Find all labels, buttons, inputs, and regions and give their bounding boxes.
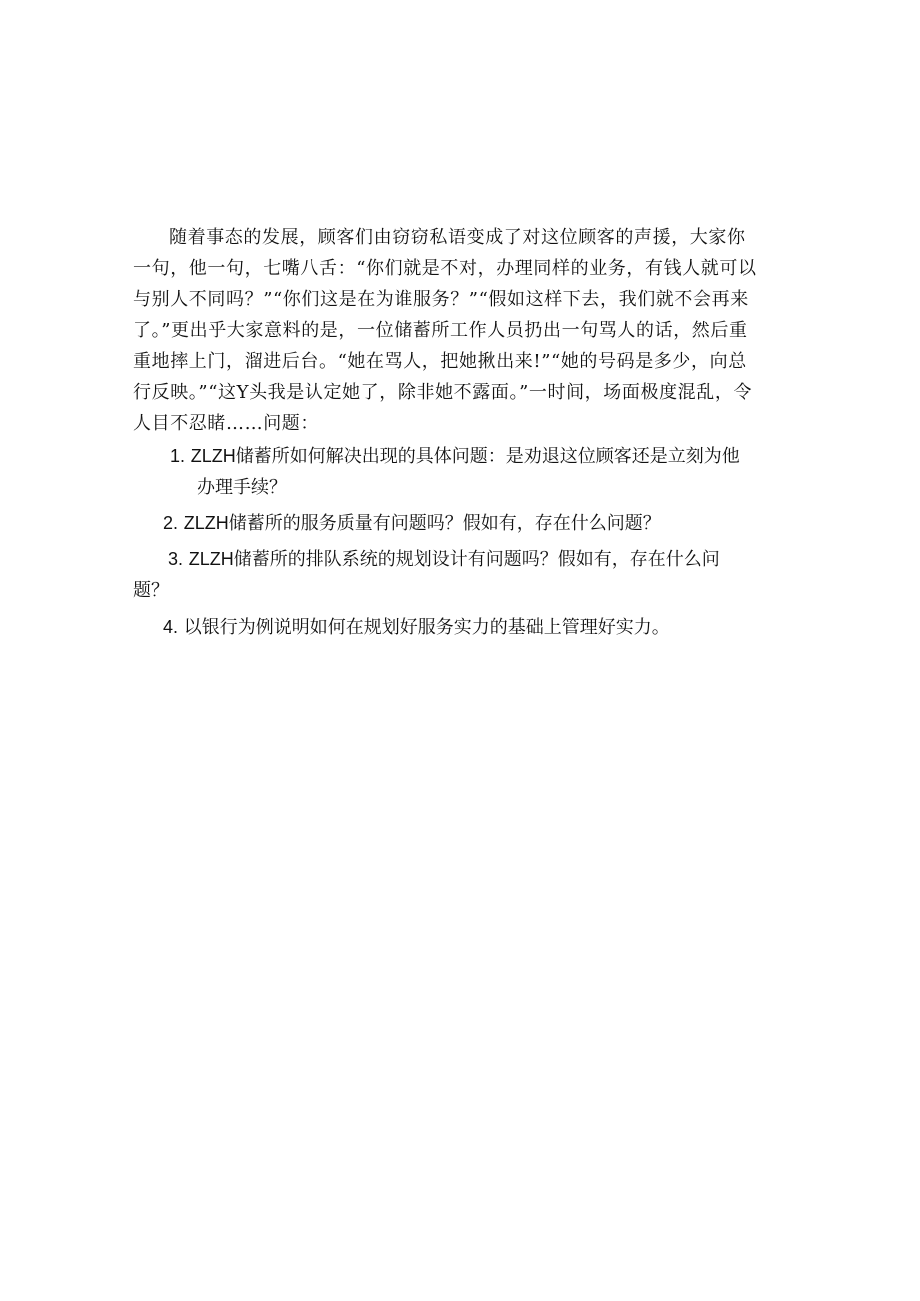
- question-4-text: 以银行为例说明如何在规划好服务实力的基础上管理好实力。: [183, 617, 670, 638]
- question-1-text-line2: 办理手续？: [197, 477, 287, 498]
- question-4-number: 4.: [163, 617, 179, 637]
- question-1-org: ZLZH: [190, 446, 236, 466]
- question-1-number: 1.: [170, 446, 186, 466]
- question-2: [133, 508, 763, 539]
- question-2-number: 2.: [163, 513, 179, 533]
- question-3-org: ZLZH: [188, 549, 234, 569]
- question-3-text-line1: 储蓄所的排队系统的规划设计有问题吗？假如有，存在什么问: [233, 549, 720, 570]
- document-body: [133, 222, 763, 643]
- question-3-text-line2: 题？: [133, 580, 169, 601]
- question-3: [133, 544, 763, 606]
- question-4: [133, 612, 763, 643]
- question-1-text-line1: 储蓄所如何解决出现的具体问题：是劝退这位顾客还是立刻为他: [235, 446, 740, 467]
- question-2-org: ZLZH: [183, 513, 229, 533]
- question-2-text: 储蓄所的服务质量有问题吗？假如有，存在什么问题？: [228, 513, 661, 534]
- question-1: [133, 441, 763, 503]
- question-3-number: 3.: [168, 549, 184, 569]
- narrative-paragraph: 随着事态的发展，顾客们由窃窃私语变成了对这位顾客的声援，大家你一句，他一句，七嘴八舌：“你们就是不对，办理同样的业务，有钱人就可以与别人不同吗？”“你们这是在为谁服务？”“假如这样下去，我们就不会再来了。”更出乎大家意料的是，一位储蓄所工作人员扔出一句骂人的话，然后重重地摔上门，溜进后台。“她在骂人，把她揪出来!”“她的号码是多少，向总行反映。”“这Y头我是认定她了，除非她不露面。”一时间，场面极度混乱，令人目不忍睹……问题：: [133, 227, 757, 434]
